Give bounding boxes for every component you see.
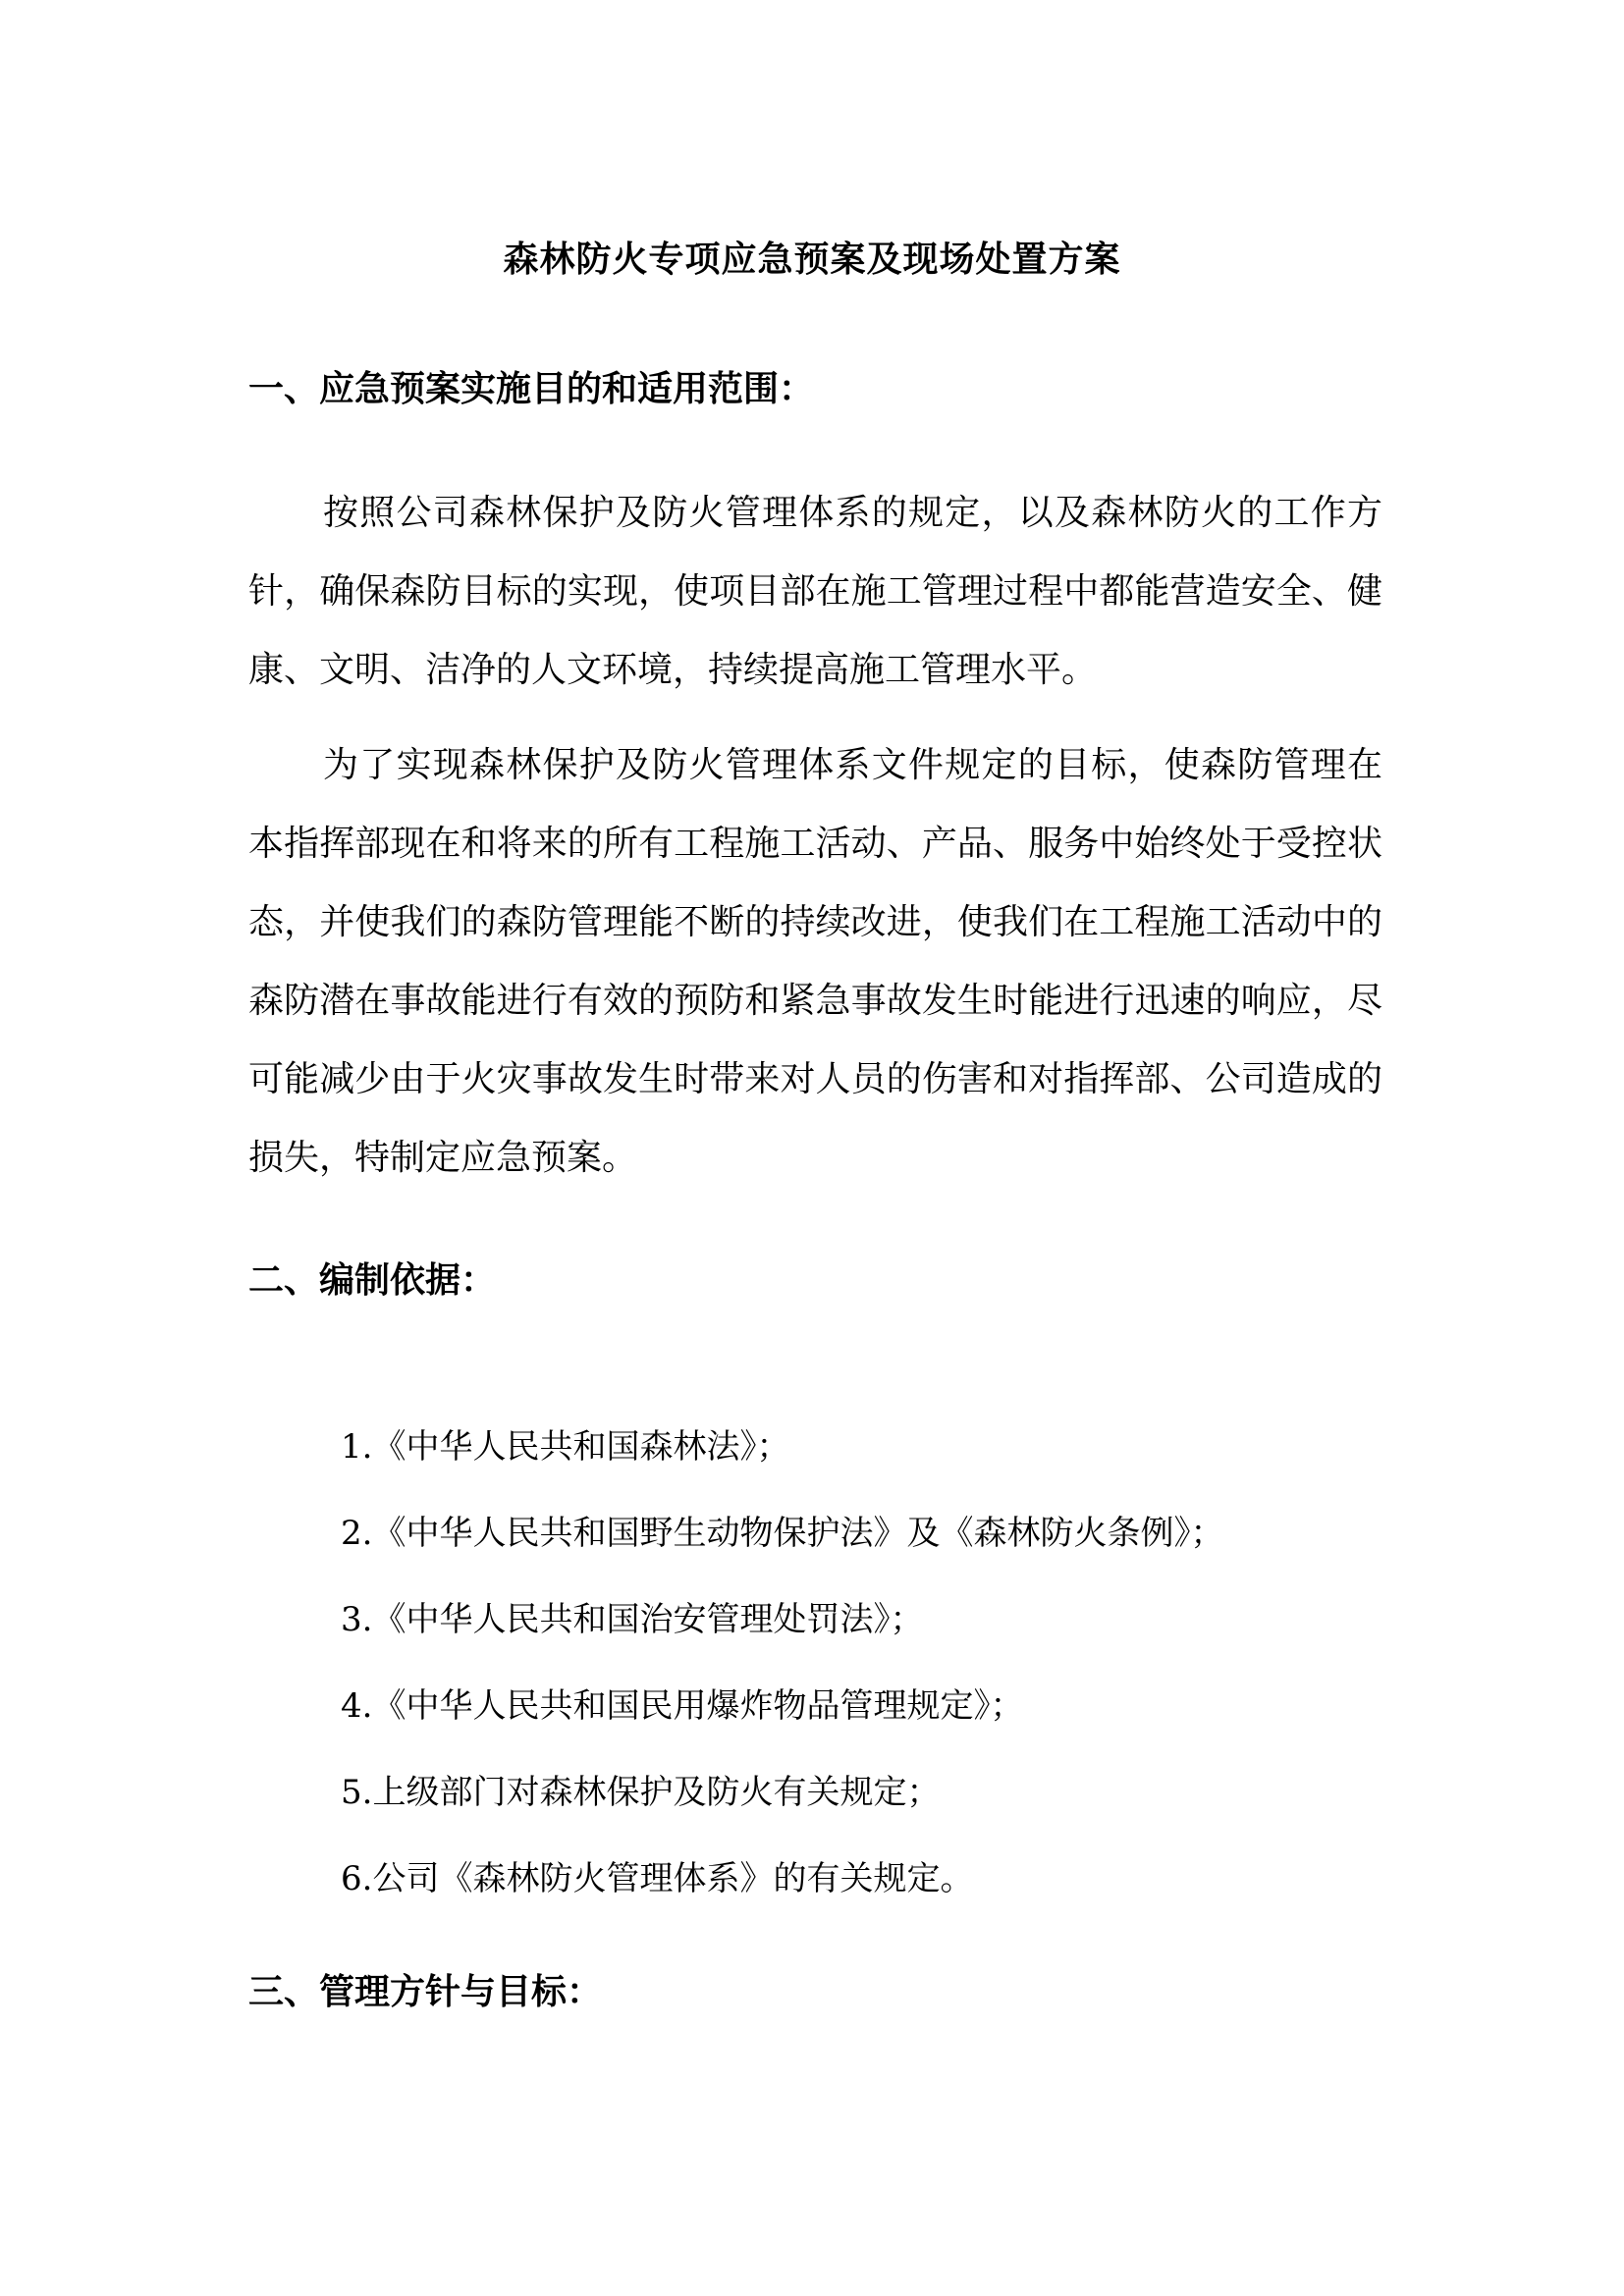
reference-item: 1.《中华人民共和国森林法》； xyxy=(341,1427,790,1467)
reference-item: 3.《中华人民共和国治安管理处罚法》； xyxy=(341,1600,924,1639)
section-heading-2: 二、编制依据： xyxy=(248,1260,497,1301)
reference-item: 6.公司《森林防火管理体系》的有关规定。 xyxy=(341,1859,974,1898)
section-heading-1: 一、应急预案实施目的和适用范围： xyxy=(248,369,815,409)
section-1-paragraph-2: 为了实现森林保护及防火管理体系文件规定的目标，使森防管理在本指挥部现在和将来的所有工程施工活动、产品、服务中始终处于受控状态，并使我们的森防管理能不断的持续改进，使我们在工程施工活动中的森防潜在事故能进行有效的预防和紧急事故发生时能进行迅速的响应，尽可能减少由于火灾事故发生时带来对人员的伤害和对指挥部、公司造成的损失，特制定应急预案。 xyxy=(248,745,1382,1178)
document-title: 森林防火专项应急预案及现场处置方案 xyxy=(503,240,1121,280)
reference-item: 2.《中华人民共和国野生动物保护法》及《森林防火条例》； xyxy=(341,1514,1224,1553)
section-1-paragraph-1: 按照公司森林保护及防火管理体系的规定，以及森林防火的工作方针，确保森防目标的实现，使项目部在施工管理过程中都能营造安全、健康、文明、洁净的人文环境，持续提高施工管理水平。 xyxy=(248,493,1382,690)
reference-item: 5.上级部门对森林保护及防火有关规定； xyxy=(341,1773,941,1812)
reference-list xyxy=(341,1404,1223,1922)
section-heading-3: 三、管理方针与目标： xyxy=(248,1972,603,2012)
reference-item: 4.《中华人民共和国民用爆炸物品管理规定》； xyxy=(341,1686,1024,1726)
